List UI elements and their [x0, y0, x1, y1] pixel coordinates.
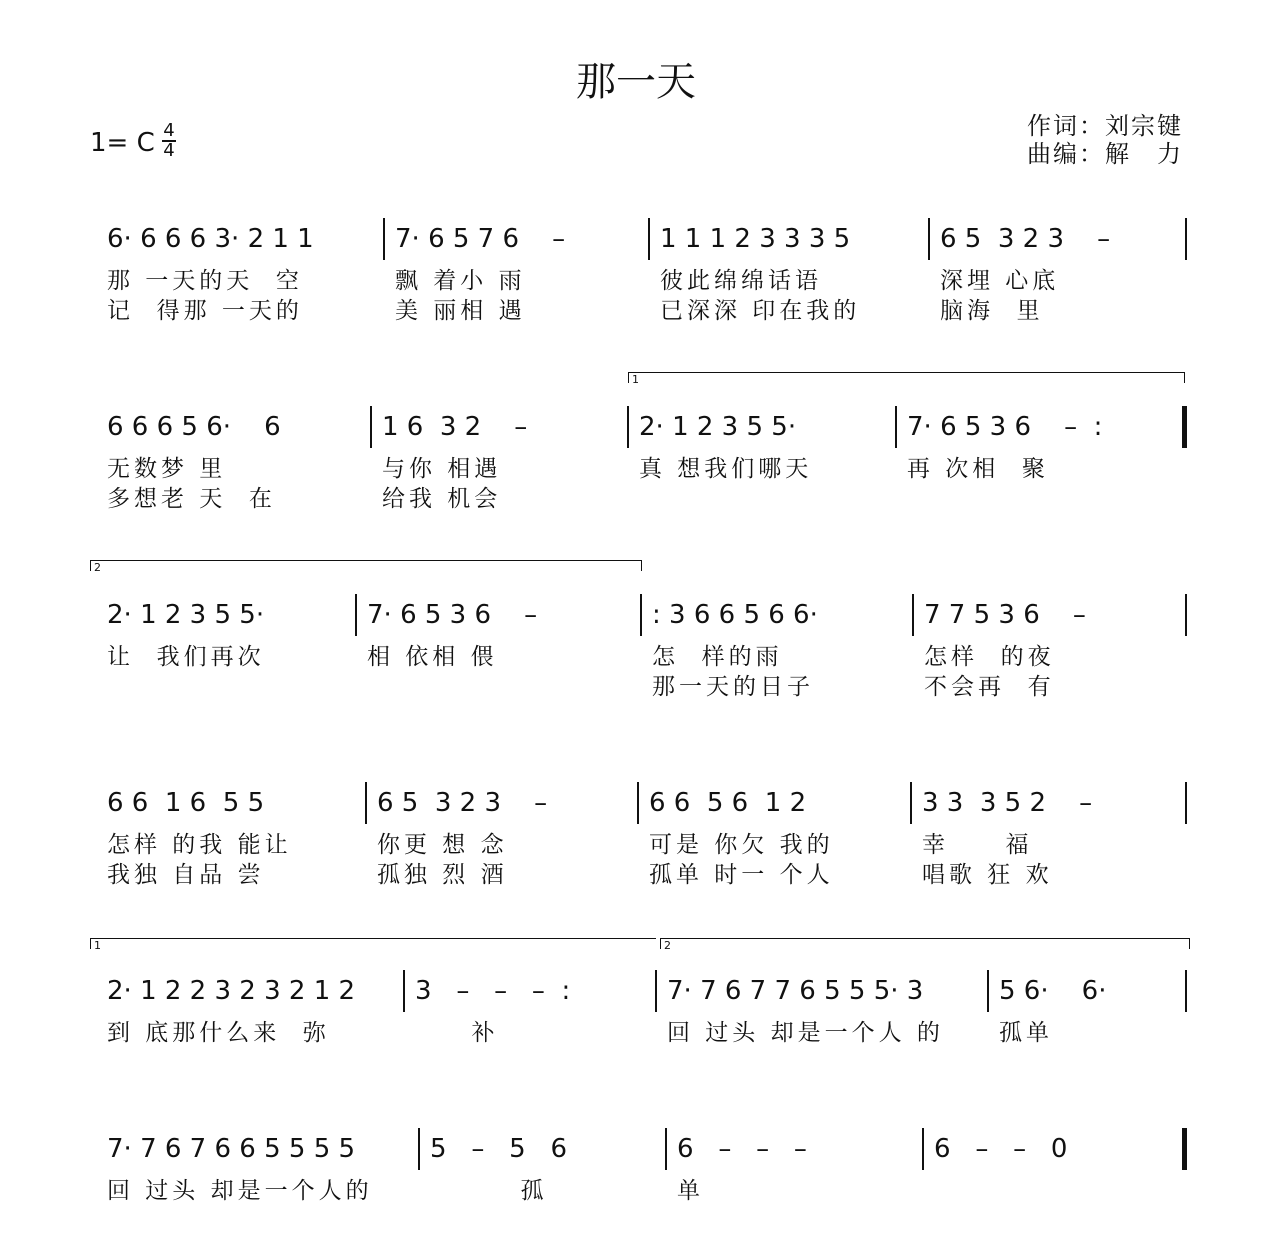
lyrics-line-1: 可是 你欠 我的 — [649, 832, 834, 858]
lyrics-line-1: 让 我们再次 — [107, 644, 265, 670]
barline — [403, 970, 405, 1012]
lyrics-line-1: 与你 相遇 — [382, 456, 502, 482]
notes: 3 – – – : — [415, 976, 571, 1006]
lyrics-line-2: 给我 机会 — [382, 486, 502, 512]
barline — [383, 218, 385, 260]
lyrics-line-1: 真 想我们哪天 — [639, 456, 813, 482]
barline — [912, 594, 914, 636]
barline — [1182, 406, 1187, 448]
notes: 2· 1 2 2 3 2 3 2 1 2 — [107, 976, 356, 1006]
notes: 7· 6 5 3 6 – — [367, 600, 538, 630]
lyrics-line-1: 飘 着小 雨 — [395, 268, 526, 294]
barline — [418, 1128, 420, 1170]
lyrics-line-1: 怎样 的夜 — [924, 644, 1055, 670]
system-6 — [0, 1134, 1272, 1260]
barline — [648, 218, 650, 260]
notes: 6 5 3 2 3 – — [377, 788, 548, 818]
barline — [365, 782, 367, 824]
barline — [1185, 970, 1187, 1012]
lyrics-line-2: 我独 自品 尝 — [107, 862, 265, 888]
lyrics-line-1: 补 — [415, 1020, 499, 1046]
barline — [987, 970, 989, 1012]
notes: 7· 7 6 7 6 6 5 5 5 5 — [107, 1134, 356, 1164]
notes: 1 1 1 2 3 3 3 5 — [660, 224, 851, 254]
lyrics-line-1: 孤 — [430, 1178, 548, 1204]
notes: 6 6 6 5 6· 6 — [107, 412, 281, 442]
notes: 7· 6 5 3 6 – : — [907, 412, 1103, 442]
notes: 5 6· 6· — [999, 976, 1107, 1006]
arranger: 曲编：解 力 — [1027, 140, 1183, 168]
notes: 2· 1 2 3 5 5· — [107, 600, 265, 630]
barline — [1185, 218, 1187, 260]
lyrics-line-1: 再 次相 聚 — [907, 456, 1049, 482]
key-signature: 1= C — [90, 128, 155, 158]
barline — [1182, 1128, 1187, 1170]
notes: 6 5 3 2 3 – — [940, 224, 1111, 254]
system-5 — [0, 976, 1272, 1132]
notes: 2· 1 2 3 5 5· — [639, 412, 797, 442]
notes: 7· 7 6 7 7 6 5 5 5· 3 — [667, 976, 924, 1006]
lyrics-line-1: 你更 想 念 — [377, 832, 508, 858]
lyricist: 作词：刘宗键 — [1027, 112, 1183, 140]
song-title: 那一天 — [576, 59, 696, 105]
barline — [370, 406, 372, 448]
lyrics-line-1: 孤单 — [999, 1020, 1053, 1046]
lyrics-line-1: 相 依相 偎 — [367, 644, 498, 670]
barline — [355, 594, 357, 636]
lyrics-line-2: 那一天的日子 — [652, 674, 814, 700]
barline — [1185, 782, 1187, 824]
lyrics-line-1: 到 底那什么来 弥 — [107, 1020, 330, 1046]
time-bottom: 4 — [163, 140, 175, 161]
notes: 7 7 5 3 6 – — [924, 600, 1086, 630]
notes: 6 – – 0 — [934, 1134, 1068, 1164]
lyrics-line-1: 幸 福 — [922, 832, 1033, 858]
lyrics-line-1: 单 — [677, 1178, 704, 1204]
lyrics-line-1: 无数梦 里 — [107, 456, 227, 482]
system-4 — [0, 788, 1272, 944]
system-2 — [0, 412, 1272, 568]
lyrics-line-2: 美 丽相 遇 — [395, 298, 526, 324]
lyrics-line-1: 彼此绵绵话语 — [660, 268, 822, 294]
volta-bracket: 2 — [90, 560, 642, 571]
lyrics-line-2: 记 得那 一天的 — [107, 298, 303, 324]
notes: 6· 6 6 6 3· 2 1 1 — [107, 224, 314, 254]
lyrics-line-2: 多想老 天 在 — [107, 486, 276, 512]
lyrics-line-2: 不会再 有 — [924, 674, 1055, 700]
lyrics-line-1: 怎样 的我 能让 — [107, 832, 292, 858]
barline — [637, 782, 639, 824]
lyrics-line-2: 孤独 烈 酒 — [377, 862, 508, 888]
notes: 6 – – – — [677, 1134, 807, 1164]
lyrics-line-2: 孤单 时一 个人 — [649, 862, 834, 888]
volta-bracket: 2 — [660, 938, 1190, 949]
barline — [928, 218, 930, 260]
barline — [910, 782, 912, 824]
barline — [655, 970, 657, 1012]
barline — [922, 1128, 924, 1170]
notes: 6 6 5 6 1 2 — [649, 788, 807, 818]
lyrics-line-1: 怎 样的雨 — [652, 644, 783, 670]
volta-bracket: 1 — [628, 372, 1185, 383]
lyrics-line-1: 回 过头 却是一个人 的 — [667, 1020, 944, 1046]
system-3 — [0, 600, 1272, 756]
notes: 7· 6 5 7 6 – — [395, 224, 566, 254]
system-1 — [0, 224, 1272, 380]
lyrics-line-2: 已深深 印在我的 — [660, 298, 861, 324]
lyrics-line-2: 脑海 里 — [940, 298, 1044, 324]
barline — [1185, 594, 1187, 636]
notes: 3 3 3 5 2 – — [922, 788, 1093, 818]
barline — [640, 594, 642, 636]
time-top: 4 — [163, 120, 175, 141]
barline — [627, 406, 629, 448]
notes: : 3 6 6 5 6 6· — [652, 600, 818, 630]
lyrics-line-1: 回 过头 却是一个人的 — [107, 1178, 373, 1204]
lyrics-line-2: 唱歌 狂 欢 — [922, 862, 1053, 888]
volta-bracket: 1 — [90, 938, 656, 949]
barline — [895, 406, 897, 448]
barline — [665, 1128, 667, 1170]
lyrics-line-1: 那 一天的天 空 — [107, 268, 303, 294]
notes: 5 – 5 6 — [430, 1134, 568, 1164]
time-signature — [162, 122, 176, 160]
lyrics-line-1: 深埋 心底 — [940, 268, 1060, 294]
notes: 1 6 3 2 – — [382, 412, 528, 442]
notes: 6 6 1 6 5 5 — [107, 788, 265, 818]
